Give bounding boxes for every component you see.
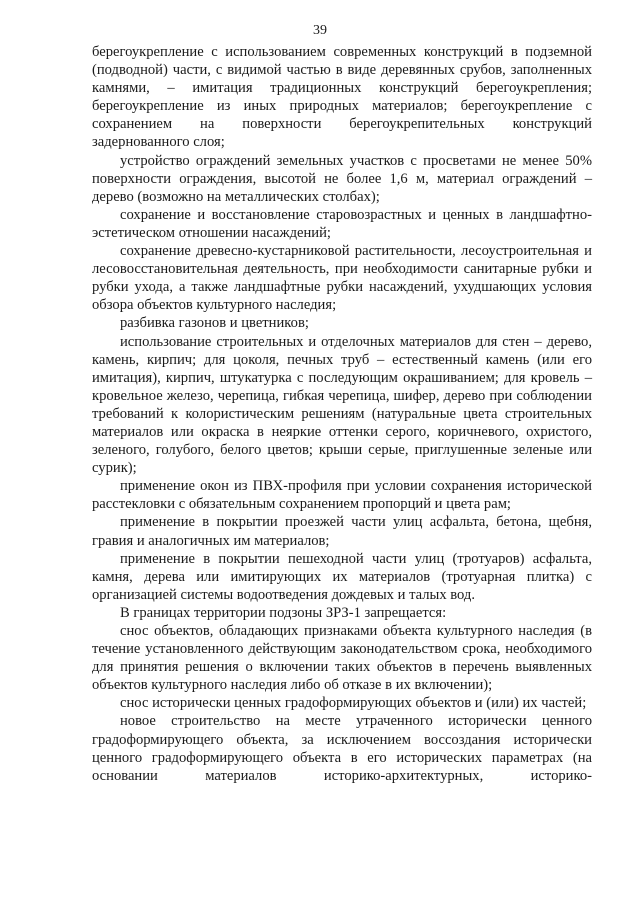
paragraph-fencing: устройство ограждений земельных участков с просветами не менее 50% поверхности ограждения, высотой не более 1,6 м, материал ограждений – дерево (возможно на металлических столбах);: [92, 152, 592, 205]
paragraph-shore-protection: берегоукрепление с использованием современных конструкций в подземной (подводной) части, с видимой частью в виде деревянных срубов, заполненных камнями, – имитация традиционных конструкций берегоукрепления; берегоукрепление из иных природных материалов; берегоукрепление с сохранением на поверхности берегоукрепительных конструкций задернованного слоя;: [92, 44, 592, 151]
paragraph-building-materials: использование строительных и отделочных материалов для стен – дерево, камень, кирпич; для цоколя, печных труб – естественный камень (или его имитация), кирпич, штукатурка с последующим окрашиванием; для кровель – кровельное железо, черепица, гибкая черепица, шифер, дерево при соблюдении требований к колористическим решениям (натуральные цвета строительных материалов или окраска в неяркие оттенки серого, коричневого, охристого, зеленого, голубого, белого цветов; крыши серые, приглушенные зеленые или сурик);: [92, 333, 592, 477]
paragraph-pvc-windows: применение окон из ПВХ-профиля при условии сохранения исторической расстекловки с обязательным сохранением пропорций и цвета рам;: [92, 478, 592, 513]
paragraph-roadway-surfacing: применение в покрытии проезжей части улиц асфальта, бетона, щебня, гравия и аналогичных им материалов;: [92, 514, 592, 549]
paragraph-valuable-objects-demolition: снос исторически ценных градоформирующих объектов и (или) их частей;: [120, 695, 587, 712]
paragraph-sidewalk-surfacing: применение в покрытии пешеходной части улиц (тротуаров) асфальта, камня, дерева или имитирующих их материалов (тротуарная плитка) с организацией системы водоотведения дождевых и талых вод.: [92, 550, 592, 603]
paragraph-prohibitions-heading: В границах территории подзоны ЗРЗ-1 запрещается:: [120, 604, 447, 621]
page-number: 39: [313, 23, 327, 38]
paragraph-old-growth-plantings: сохранение и восстановление старовозрастных и ценных в ландшафтно-эстетическом отношении насаждений;: [92, 206, 592, 241]
paragraph-lawns-flowerbeds: разбивка газонов и цветников;: [120, 315, 309, 332]
body-text: [92, 43, 592, 785]
paragraph-new-construction: новое строительство на месте утраченного исторически ценного градоформирующего объекта, за исключением воссоздания исторически ценного градоформирующего объекта в его исторических параметрах (на основании материалов историко-архитектурных, историко-: [92, 713, 592, 784]
paragraph-heritage-demolition: снос объектов, обладающих признаками объекта культурного наследия (в течение установленного действующим законодательством срока, необходимого для принятия решения о включении таких объектов в перечень выявленных объектов культурного наследия либо об отказе в их включении);: [92, 623, 592, 694]
paragraph-tree-shrub-vegetation: сохранение древесно-кустарниковой растительности, лесоустроительная и лесовосстановительная деятельность, при необходимости санитарные рубки и рубки ухода, а также ландшафтные рубки насаждений, ухудшающих условия обзора объектов культурного наследия;: [92, 243, 592, 314]
